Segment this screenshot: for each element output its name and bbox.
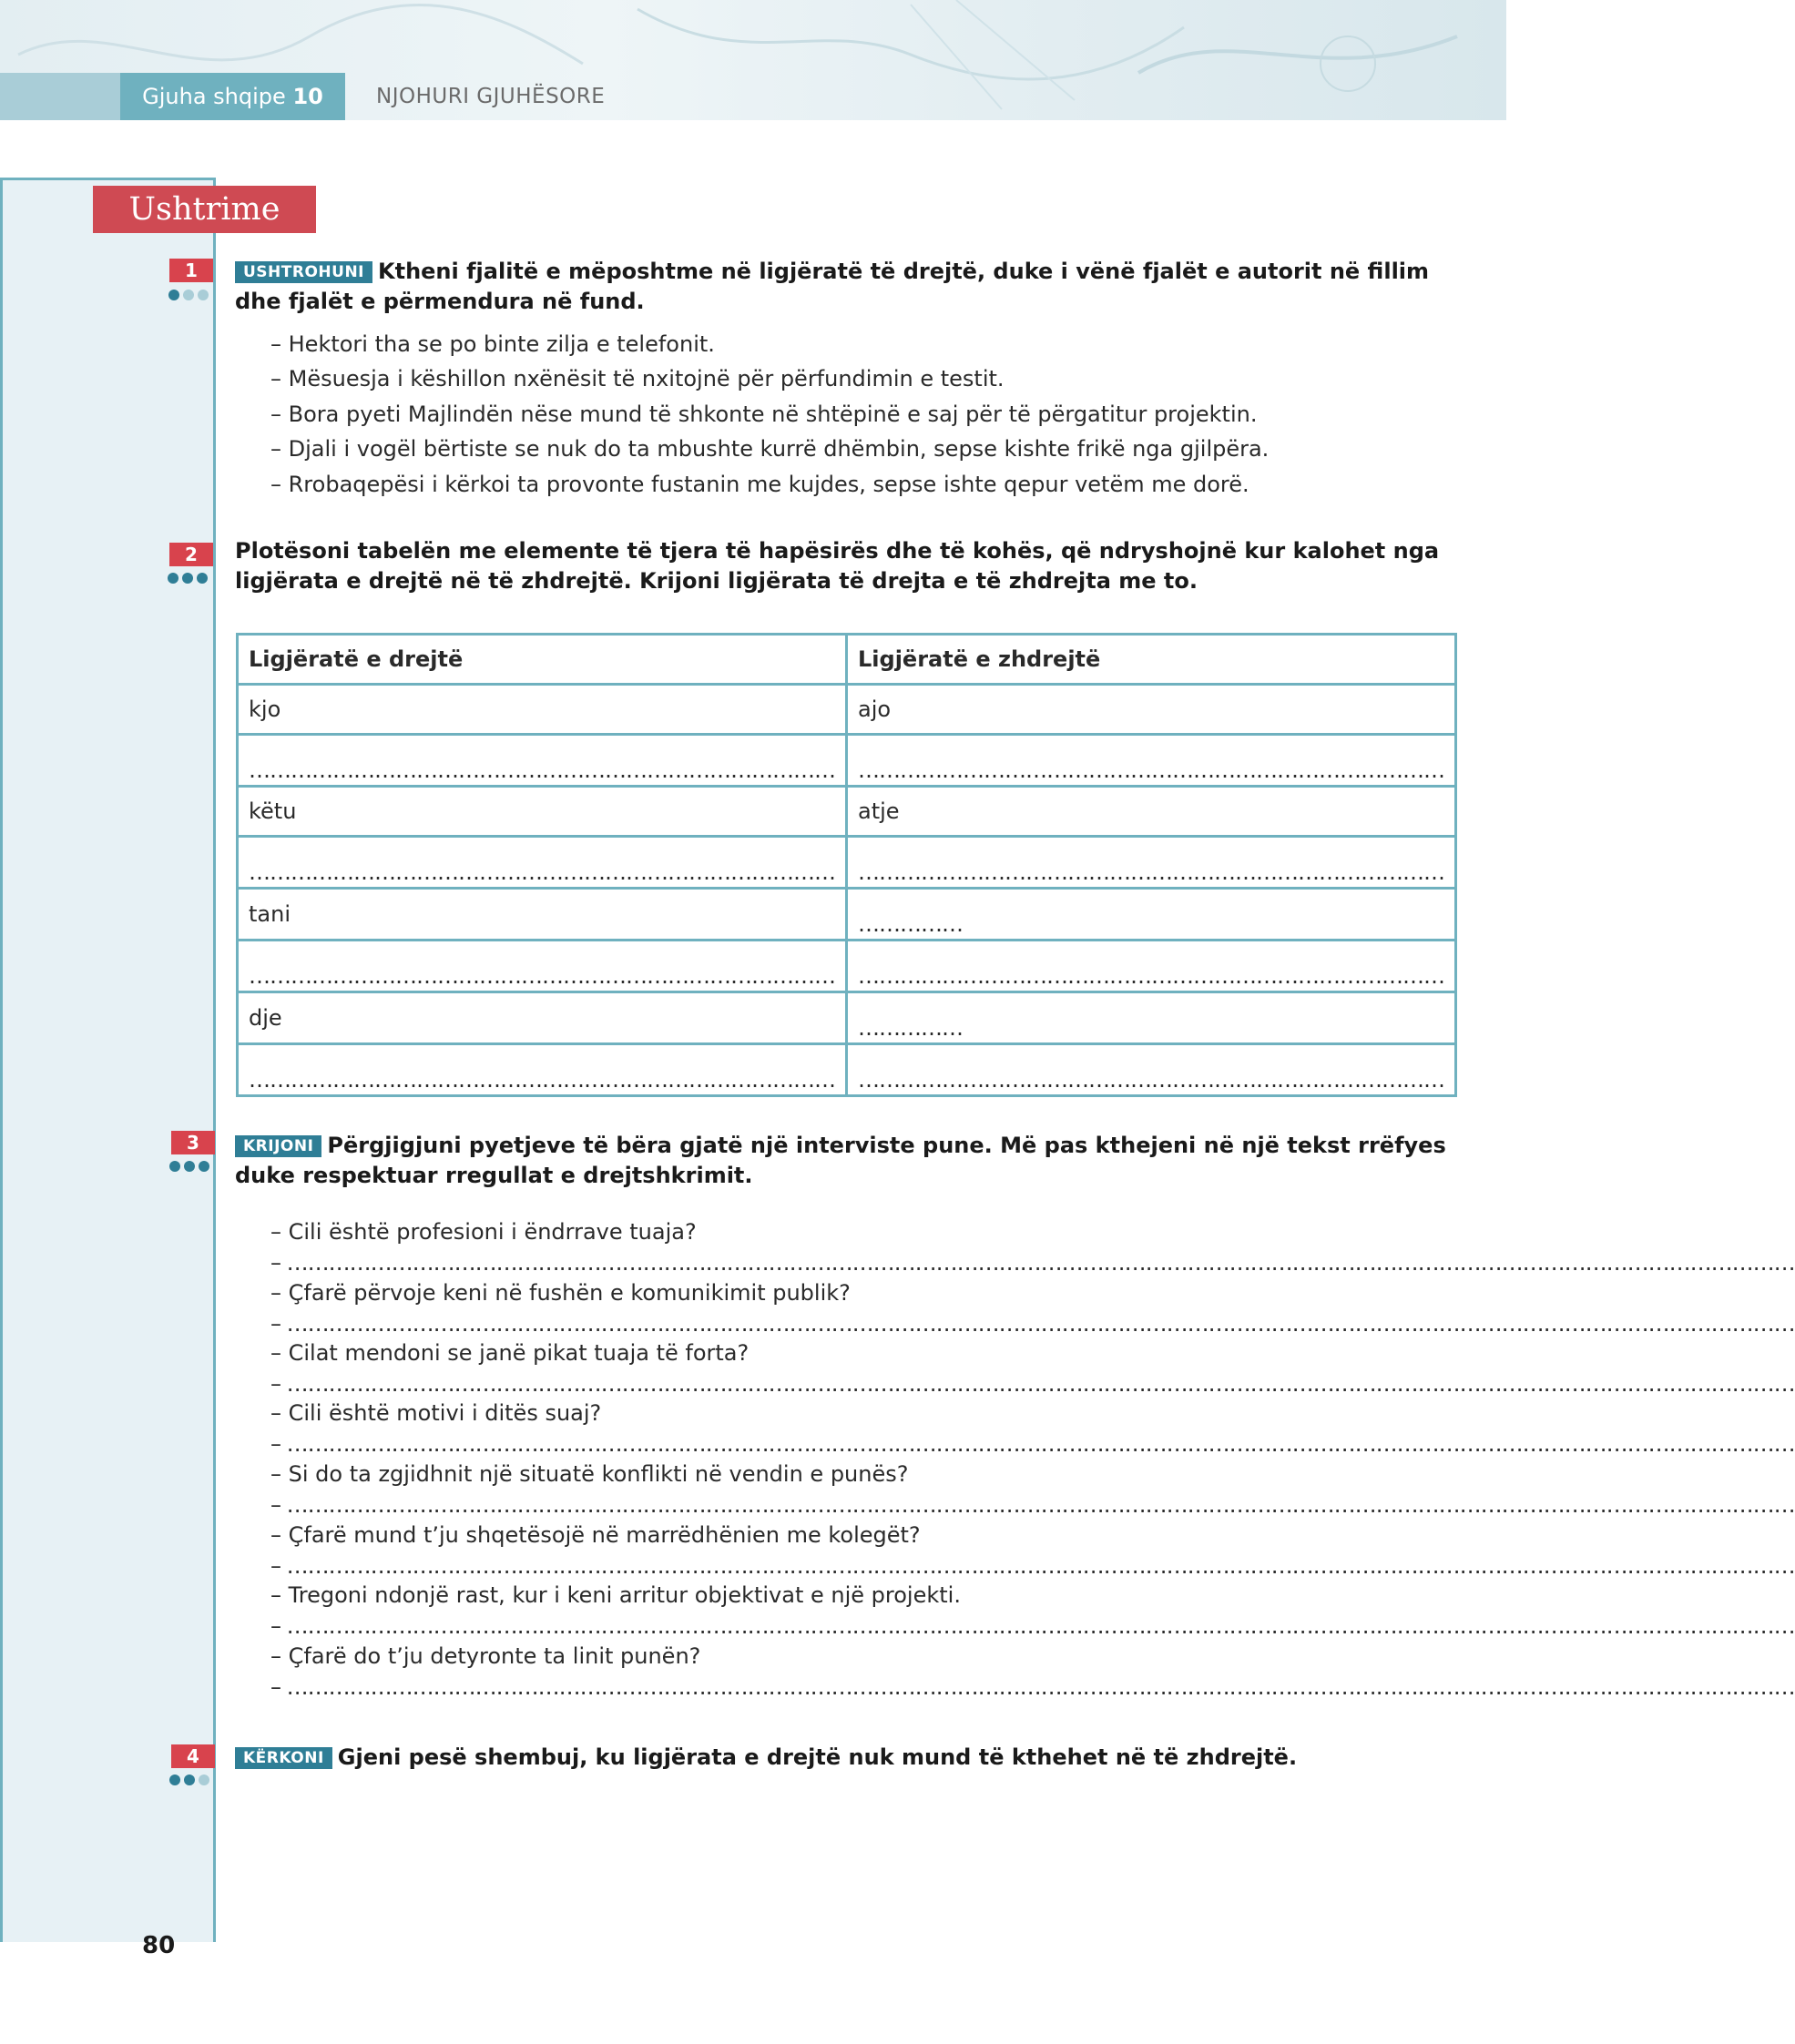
answer-line[interactable]: – ………………………………………………………………………………………………………………………………………………………………………………………………: [270, 1431, 1795, 1457]
table-row: [238, 787, 1456, 837]
interview-question: – Cilat mendoni se janë pikat tuaja të forta?: [270, 1340, 750, 1366]
exercise-2-instruction: [235, 536, 1439, 596]
answer-line[interactable]: – ………………………………………………………………………………………………………………………………………………………………………………………………: [270, 1250, 1795, 1276]
interview-question: – Si do ta zgjidhnit një situatë konflikti në vendin e punës?: [270, 1461, 909, 1487]
book-title: [120, 73, 345, 120]
table-row: [238, 941, 1456, 992]
table-blank-cell[interactable]: ……………: [847, 992, 1456, 1044]
exercise-4-instruction-text: Gjeni pesë shembuj, ku ligjërata e drejtë nuk mund të kthehet në të zhdrejtë.: [337, 1744, 1298, 1770]
table-row: [238, 889, 1456, 941]
exercise-3-tag: KRIJONI: [235, 1135, 321, 1157]
header-accent-block: [0, 73, 120, 120]
table-row: [238, 992, 1456, 1044]
left-sidebar: [0, 178, 216, 1942]
table-blank-cell[interactable]: …………………………………………………………………………: [238, 941, 847, 992]
table-blank-cell[interactable]: …………………………………………………………………………: [238, 735, 847, 787]
table-blank-cell[interactable]: …………………………………………………………………………: [847, 1044, 1456, 1096]
table-cell: ajo: [847, 685, 1456, 735]
exercise-1-tag: USHTROHUNI: [235, 261, 372, 283]
table-blank-cell[interactable]: …………………………………………………………………………: [847, 941, 1456, 992]
difficulty-dots-3: [169, 1158, 224, 1171]
sidebar-rule: [0, 180, 3, 1942]
exercise-1-instruction-cont: dhe fjalët e përmendura në fund.: [235, 289, 645, 314]
answer-line[interactable]: – ………………………………………………………………………………………………………………………………………………………………………………………………: [270, 1553, 1795, 1579]
answer-line[interactable]: – ………………………………………………………………………………………………………………………………………………………………………………………………: [270, 1311, 1795, 1337]
answer-line[interactable]: – ………………………………………………………………………………………………………………………………………………………………………………………………: [270, 1674, 1795, 1700]
exercise-3-instruction-cont: duke respektuar rregullat e drejtshkrimit.: [235, 1163, 753, 1188]
table-header-direct: Ligjëratë e drejtë: [238, 635, 847, 685]
exercise-number-4: 4: [171, 1744, 215, 1768]
exercise-1-sentence: – Bora pyeti Majlindën nëse mund të shkonte në shtëpinë e saj për të përgatitur projektin.: [270, 402, 1258, 427]
table-row: [238, 735, 1456, 787]
table-row: [238, 685, 1456, 735]
exercise-1-sentence: – Rrobaqepësi i kërkoi ta provonte fustanin me kujdes, sepse ishte qepur vetëm me dorë.: [270, 472, 1249, 497]
table-blank-cell[interactable]: …………………………………………………………………………: [238, 1044, 847, 1096]
interview-question: – Cili është motivi i ditës suaj?: [270, 1400, 602, 1426]
interview-question: – Çfarë do t’ju detyronte ta linit punën?: [270, 1643, 701, 1669]
interview-question: – Tregoni ndonjë rast, kur i keni arritur objektivat e një projekti.: [270, 1582, 961, 1608]
difficulty-dots-2: [168, 570, 222, 583]
table-cell: kjo: [238, 685, 847, 735]
book-number: 10: [292, 84, 323, 109]
table-cell: dje: [238, 992, 847, 1044]
answer-line[interactable]: – ………………………………………………………………………………………………………………………………………………………………………………………………: [270, 1371, 1795, 1397]
speech-table: [236, 633, 1457, 1097]
table-header-row: [238, 635, 1456, 685]
exercise-1-sentence: – Djali i vogël bërtiste se nuk do ta mbushte kurrë dhëmbin, sepse kishte frikë nga gjilpëra.: [270, 436, 1270, 462]
interview-question: – Cili është profesioni i ëndrrave tuaja?: [270, 1219, 697, 1245]
exercise-4-instruction: [235, 1743, 1297, 1773]
table-row: [238, 1044, 1456, 1096]
section-title: NJOHURI GJUHËSORE: [376, 85, 606, 108]
table-blank-cell[interactable]: …………………………………………………………………………: [238, 837, 847, 889]
exercise-1-instruction-text: Ktheni fjalitë e mëposhtme në ligjëratë të drejtë, duke i vënë fjalët e autorit në fillim: [378, 259, 1430, 284]
page-number: 80: [142, 1932, 176, 1959]
table-blank-cell[interactable]: ……………: [847, 889, 1456, 941]
table-blank-cell[interactable]: …………………………………………………………………………: [847, 837, 1456, 889]
page-title: Ushtrime: [93, 186, 316, 233]
answer-line[interactable]: – ………………………………………………………………………………………………………………………………………………………………………………………………: [270, 1613, 1795, 1639]
exercise-number-3: 3: [171, 1131, 215, 1154]
exercise-number-1: 1: [169, 259, 213, 282]
exercise-number-2: 2: [169, 543, 213, 566]
exercise-4-tag: KËRKONI: [235, 1747, 332, 1769]
table-cell: tani: [238, 889, 847, 941]
difficulty-dots-4: [169, 1772, 224, 1785]
exercise-3-instruction: [235, 1131, 1446, 1191]
answer-line[interactable]: – ………………………………………………………………………………………………………………………………………………………………………………………………: [270, 1492, 1795, 1518]
exercise-1-instruction: [235, 257, 1429, 317]
exercise-2-instruction-text: Plotësoni tabelën me elemente të tjera të hapësirës dhe të kohës, që ndryshojnë kur kalohet nga: [235, 538, 1440, 564]
interview-question: – Çfarë mund t’ju shqetësojë në marrëdhënien me kolegët?: [270, 1522, 921, 1548]
table-blank-cell[interactable]: …………………………………………………………………………: [847, 735, 1456, 787]
table-header-indirect: Ligjëratë e zhdrejtë: [847, 635, 1456, 685]
exercise-1-sentence: – Mësuesja i këshillon nxënësit të nxitojnë për përfundimin e testit.: [270, 366, 1005, 392]
table-cell: këtu: [238, 787, 847, 837]
book-title-text: Gjuha shqipe: [142, 84, 286, 109]
interview-question: – Çfarë përvoje keni në fushën e komunikimit publik?: [270, 1280, 851, 1306]
table-cell: atje: [847, 787, 1456, 837]
table-row: [238, 837, 1456, 889]
exercise-2-instruction-cont: ligjërata e drejtë në të zhdrejtë. Krijoni ligjërata të drejta e të zhdrejta me to.: [235, 568, 1198, 594]
exercise-3-instruction-text: Përgjigjuni pyetjeve të bëra gjatë një interviste pune. Më pas kthejeni në një tekst rrëfyes: [327, 1133, 1446, 1158]
exercise-1-sentence: – Hektori tha se po binte zilja e telefonit.: [270, 331, 715, 357]
difficulty-dots-1: [168, 287, 223, 300]
